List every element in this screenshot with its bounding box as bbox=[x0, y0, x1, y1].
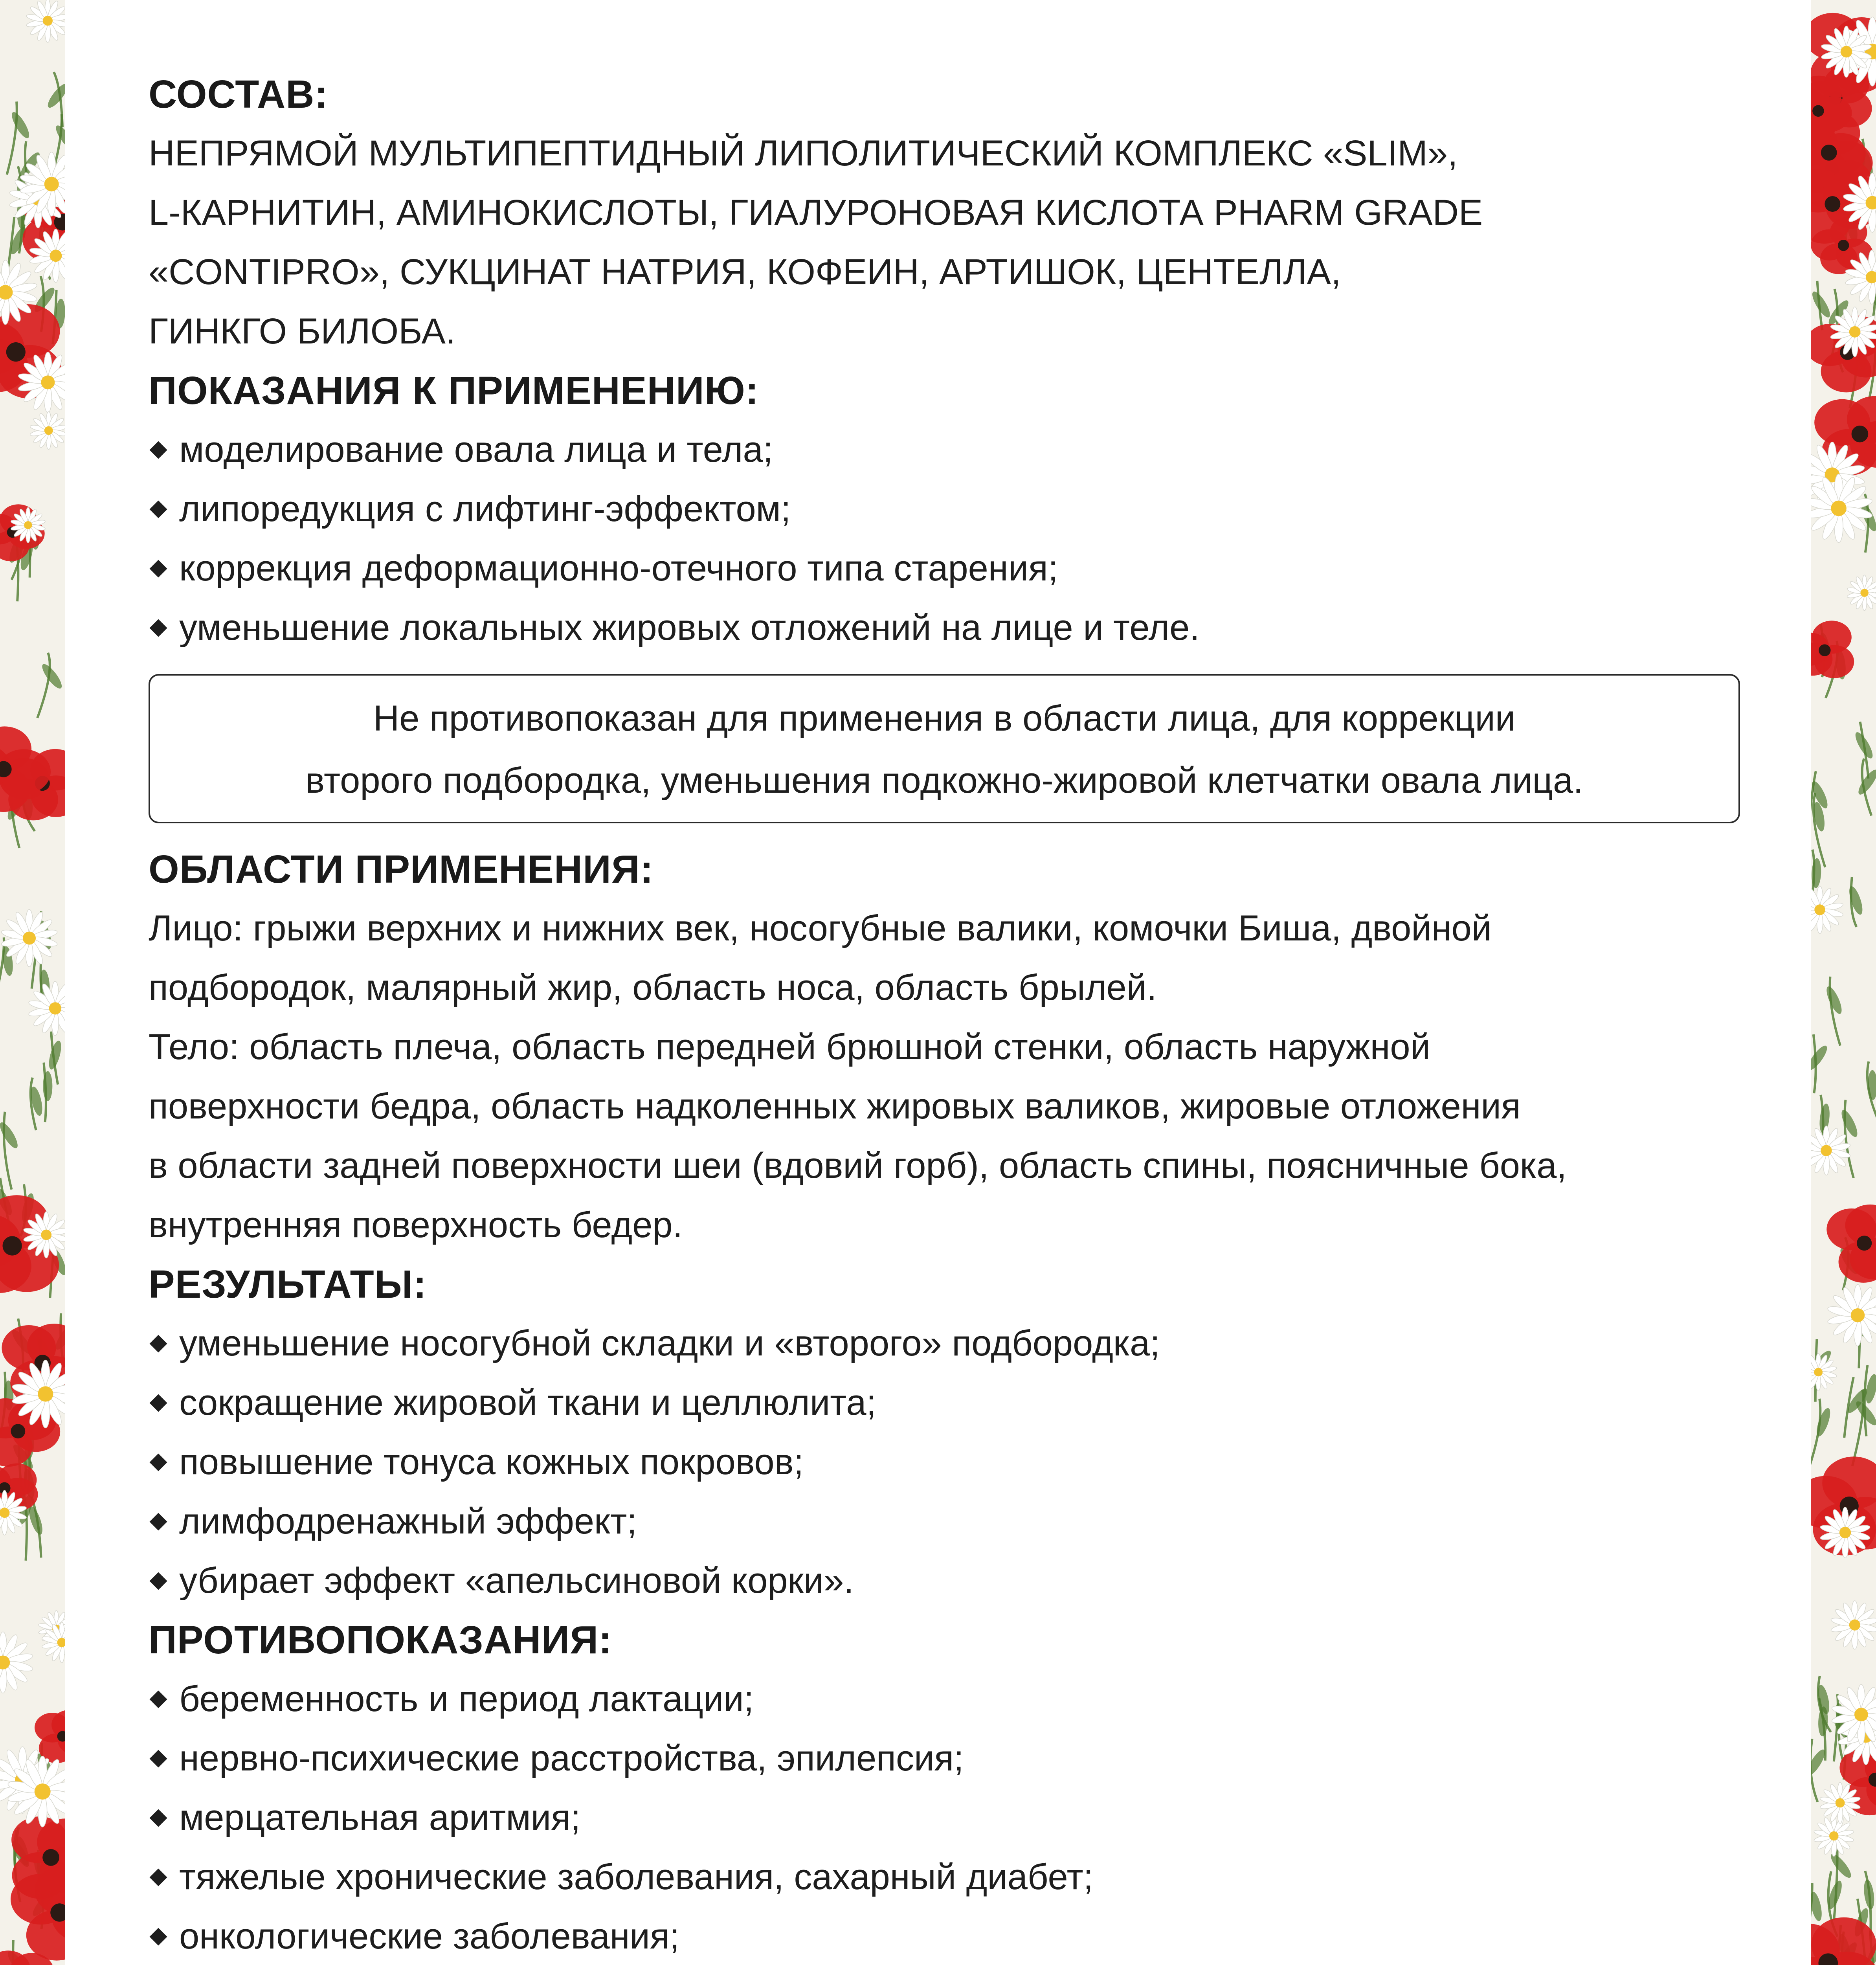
leaf-shape bbox=[43, 1071, 52, 1101]
stem-shape bbox=[37, 653, 50, 718]
leaf-shape bbox=[9, 110, 32, 141]
diamond-bullet-icon bbox=[149, 1847, 179, 1907]
notice-line: Не противопоказан для применения в области лица, для коррекции bbox=[373, 698, 1516, 738]
diamond-bullet-icon bbox=[149, 539, 179, 598]
leaf-shape bbox=[1811, 289, 1833, 320]
results-heading: РЕЗУЛЬТАТЫ: bbox=[149, 1262, 427, 1306]
leaf-shape bbox=[46, 1039, 63, 1071]
areas-section bbox=[149, 840, 1740, 1255]
contraindication-item: мерцательная аритмия; bbox=[149, 1788, 1740, 1847]
areas-line: внутренняя поверхность бедер. bbox=[149, 1205, 683, 1245]
diamond-bullet-icon bbox=[149, 1432, 179, 1492]
diamond-bullet-icon bbox=[149, 1788, 179, 1847]
areas-heading: ОБЛАСТИ ПРИМЕНЕНИЯ: bbox=[149, 847, 654, 891]
daisy-flower bbox=[1811, 886, 1844, 934]
indication-item: коррекция деформационно-отечного типа старения; bbox=[149, 539, 1740, 598]
leaf-shape bbox=[1811, 1891, 1824, 1922]
contraindication-item: нервно-психические расстройства, эпилепсия; bbox=[149, 1729, 1740, 1788]
leaflet-content bbox=[149, 65, 1740, 1965]
composition-line: L-КАРНИТИН, АМИНОКИСЛОТЫ, ГИАЛУРОНОВАЯ КИСЛОТА PHARM GRADE bbox=[149, 193, 1483, 233]
daisy-flower bbox=[26, 0, 65, 42]
areas-line: Лицо: грыжи верхних и нижних век, носогубные валики, комочки Биша, двойной bbox=[149, 908, 1492, 948]
contraindication-item: тяжелые хронические заболевания, сахарный диабет; bbox=[149, 1847, 1740, 1907]
daisy-flower bbox=[1847, 575, 1876, 610]
notice-box bbox=[149, 674, 1740, 823]
leaf-shape bbox=[1811, 858, 1822, 888]
contraindications-section bbox=[149, 1611, 1740, 1965]
poppy-flower bbox=[1811, 621, 1854, 678]
diamond-bullet-icon bbox=[149, 1373, 179, 1432]
leaf-shape bbox=[1839, 1108, 1860, 1139]
areas-line: поверхности бедра, область надколенных жировых валиков, жировые отложения bbox=[149, 1086, 1521, 1126]
daisy-flower bbox=[0, 1632, 34, 1693]
indications-heading: ПОКАЗАНИЯ К ПРИМЕНЕНИЮ: bbox=[149, 369, 759, 413]
floral-border-left bbox=[0, 0, 65, 1965]
leaf-shape bbox=[1814, 1407, 1833, 1438]
contraindication-item: беременность и период лактации; bbox=[149, 1669, 1740, 1729]
daisy-flower bbox=[28, 981, 65, 1036]
leaf-shape bbox=[1824, 984, 1845, 1016]
poppy-flower bbox=[1826, 1205, 1876, 1283]
diamond-bullet-icon bbox=[149, 1551, 179, 1611]
composition-line: ГИНКГО БИЛОБА. bbox=[149, 311, 456, 351]
daisy-flower bbox=[1827, 1285, 1876, 1346]
result-item: сокращение жировой ткани и целлюлита; bbox=[149, 1373, 1740, 1432]
leaf-shape bbox=[1847, 885, 1865, 916]
contraindication-item: онкологические заболевания; bbox=[149, 1907, 1740, 1965]
diamond-bullet-icon bbox=[149, 479, 179, 539]
poppy-flower bbox=[1811, 1917, 1876, 1965]
diamond-bullet-icon bbox=[149, 1492, 179, 1551]
result-item: повышение тонуса кожных покровов; bbox=[149, 1432, 1740, 1492]
diamond-bullet-icon bbox=[149, 1729, 179, 1788]
diamond-bullet-icon bbox=[149, 598, 179, 657]
daisy-flower bbox=[1814, 1816, 1854, 1856]
daisy-flower bbox=[29, 411, 65, 449]
indication-item: моделирование овала лица и тела; bbox=[149, 420, 1740, 479]
diamond-bullet-icon bbox=[149, 1669, 179, 1729]
leaf-shape bbox=[39, 661, 65, 691]
areas-line: подбородок, малярный жир, область носа, область брылей. bbox=[149, 968, 1157, 1008]
areas-line: в области задней поверхности шеи (вдовий горб), область спины, поясничные бока, bbox=[149, 1146, 1567, 1186]
leaf-shape bbox=[1828, 1851, 1854, 1881]
leaf-shape bbox=[1852, 730, 1876, 761]
diamond-bullet-icon bbox=[149, 1314, 179, 1373]
results-section bbox=[149, 1255, 1740, 1611]
poppy-daisy-pattern-left bbox=[0, 0, 65, 1965]
diamond-bullet-icon bbox=[149, 420, 179, 479]
composition-line: НЕПРЯМОЙ МУЛЬТИПЕПТИДНЫЙ ЛИПОЛИТИЧЕСКИЙ КОМПЛЕКС «SLIM», bbox=[149, 133, 1458, 173]
result-item: убирает эффект «апельсиновой корки». bbox=[149, 1551, 1740, 1611]
result-item: уменьшение носогубной складки и «второго» подбородка; bbox=[149, 1314, 1740, 1373]
result-item: лимфодренажный эффект; bbox=[149, 1492, 1740, 1551]
floral-border-right bbox=[1811, 0, 1876, 1965]
poppy-daisy-pattern-right bbox=[1811, 0, 1876, 1965]
areas-line: Тело: область плеча, область передней брюшной стенки, область наружной bbox=[149, 1027, 1430, 1067]
indication-item: липоредукция с лифтинг-эффектом; bbox=[149, 479, 1740, 539]
diamond-bullet-icon bbox=[149, 1907, 179, 1965]
stem-shape bbox=[4, 1112, 12, 1190]
contraindications-heading: ПРОТИВОПОКАЗАНИЯ: bbox=[149, 1618, 612, 1662]
stem-shape bbox=[0, 937, 4, 1007]
daisy-flower bbox=[1830, 1601, 1876, 1649]
composition-section bbox=[149, 65, 1740, 361]
indication-item: уменьшение локальных жировых отложений на лице и теле. bbox=[149, 598, 1740, 657]
composition-line: «CONTIPRO», СУКЦИНАТ НАТРИЯ, КОФЕИН, АРТИШОК, ЦЕНТЕЛЛА, bbox=[149, 252, 1341, 292]
indications-section bbox=[149, 361, 1740, 657]
composition-heading: СОСТАВ: bbox=[149, 72, 328, 116]
notice-line: второго подбородка, уменьшения подкожно-жировой клетчатки овала лица. bbox=[305, 760, 1583, 801]
leaf-shape bbox=[1862, 1879, 1876, 1910]
